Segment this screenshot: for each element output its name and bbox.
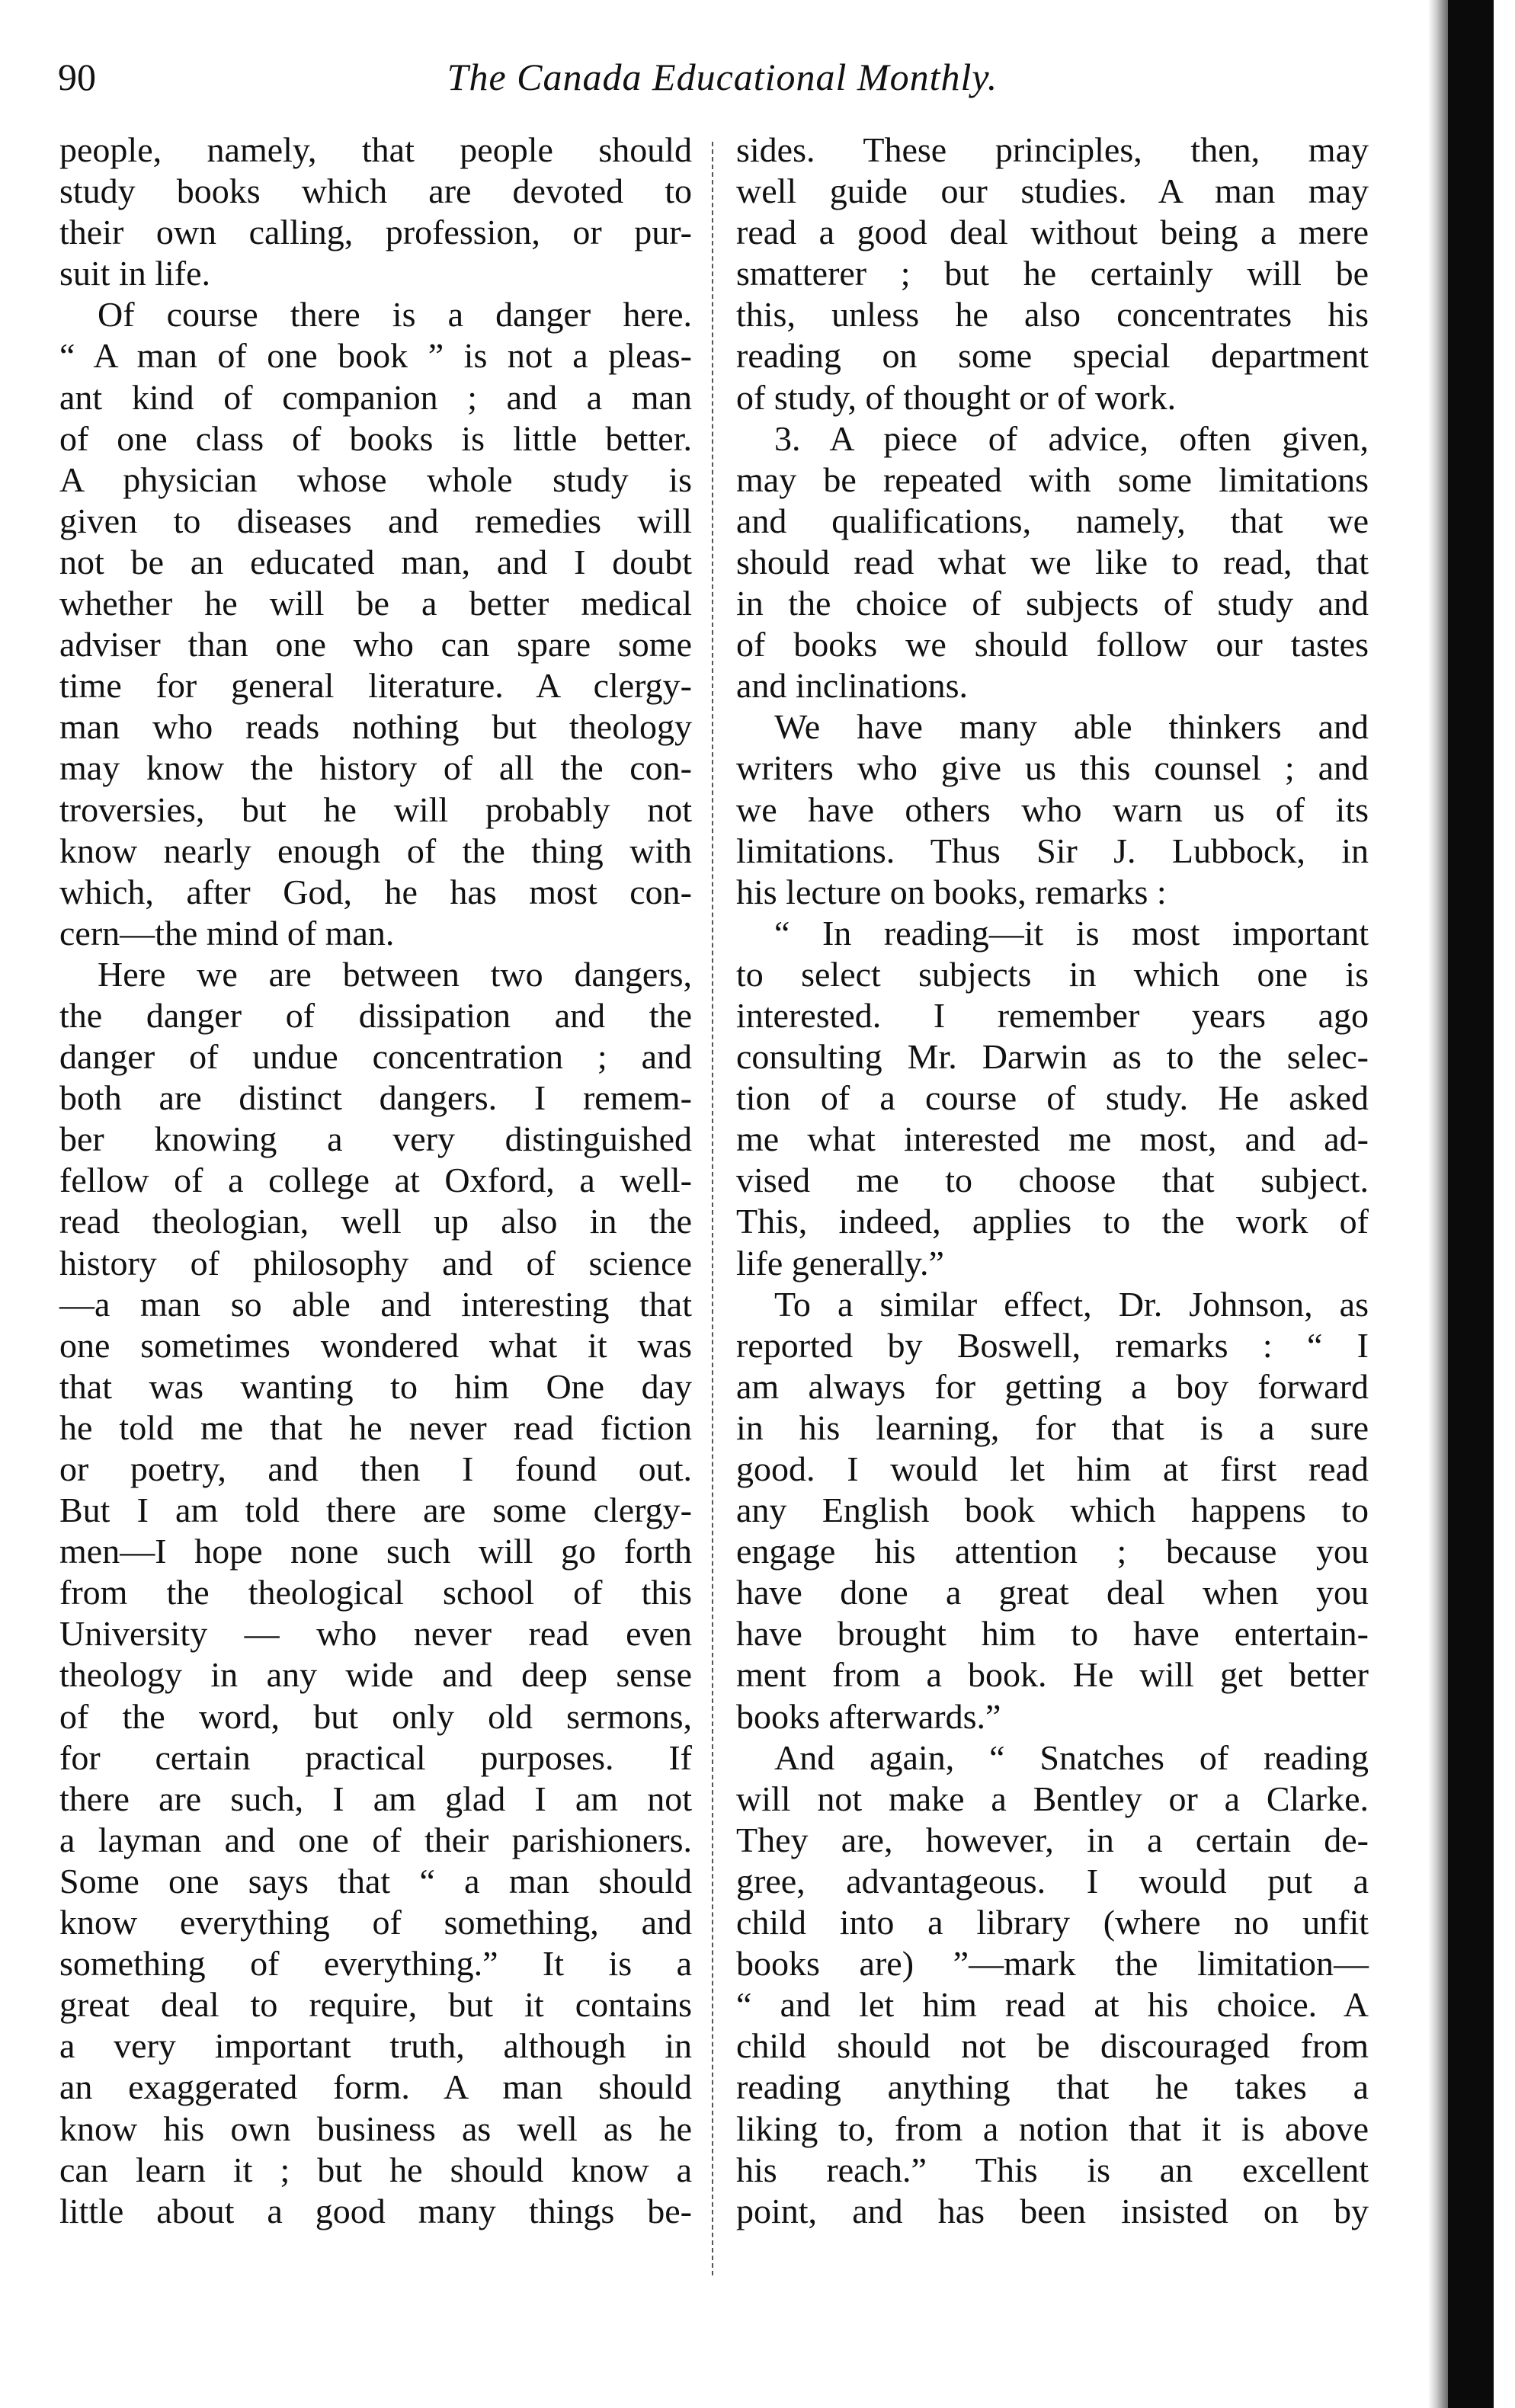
- column-divider: [712, 142, 713, 2275]
- text-line: one sometimes wondered what it was: [59, 1325, 692, 1365]
- text-line: “ In reading—it is most important: [774, 913, 1369, 953]
- text-line: his lecture on books, remarks :: [736, 872, 1167, 911]
- text-line: may be repeated with some limitations: [736, 460, 1369, 499]
- text-line: of one class of books is little better.: [59, 418, 692, 458]
- text-line: from the theological school of this: [59, 1573, 692, 1612]
- text-line: know nearly enough of the thing with: [59, 831, 692, 870]
- text-line: have brought him to have entertain-: [736, 1614, 1369, 1654]
- text-line: me what interested me most, and ad-: [736, 1119, 1369, 1159]
- text-line: University — who never read even: [59, 1614, 692, 1654]
- text-line: time for general literature. A clergy-: [59, 666, 692, 706]
- text-line: know everything of something, and: [59, 1903, 692, 1942]
- text-line: know his own business as well as he: [59, 2109, 692, 2148]
- text-line: Here we are between two dangers,: [98, 954, 692, 994]
- text-line: cern—the mind of man.: [59, 913, 395, 953]
- text-line: am always for getting a boy forward: [736, 1366, 1369, 1406]
- text-line: sides. These principles, then, may: [736, 130, 1369, 169]
- text-line: their own calling, profession, or pur-: [59, 213, 692, 252]
- text-line: child into a library (where no unfit: [736, 1903, 1369, 1942]
- text-line: of the word, but only old sermons,: [59, 1696, 692, 1736]
- text-line: child should not be discouraged from: [736, 2026, 1369, 2066]
- text-line: we have others who warn us of its: [736, 789, 1369, 829]
- text-line: writers who give us this counsel ; and: [736, 748, 1369, 788]
- text-line: vised me to choose that subject.: [736, 1161, 1369, 1200]
- left-column: [59, 130, 692, 2232]
- text-line: whether he will be a better medical: [59, 584, 692, 623]
- text-line: liking to, from a notion that it is above: [736, 2109, 1369, 2148]
- text-line: a layman and one of their parishioners.: [59, 1820, 692, 1859]
- text-line: and qualifications, namely, that we: [736, 501, 1369, 540]
- text-line: We have many able thinkers and: [774, 707, 1369, 747]
- text-line: study books which are devoted to: [59, 171, 692, 211]
- text-line: “ and let him read at his choice. A: [736, 1985, 1369, 2025]
- text-line: little about a good many things be-: [59, 2191, 692, 2230]
- text-line: the danger of dissipation and the: [59, 995, 692, 1035]
- text-line: adviser than one who can spare some: [59, 625, 692, 664]
- text-line: ment from a book. He will get better: [736, 1655, 1369, 1695]
- text-line: interested. I remember years ago: [736, 995, 1369, 1035]
- text-line: or poetry, and then I found out.: [59, 1449, 692, 1488]
- text-line: gree, advantageous. I would put a: [736, 1861, 1369, 1900]
- text-line: “ A man of one book ” is not a pleas-: [59, 336, 692, 376]
- page-number: 90: [58, 56, 96, 98]
- text-line: to select subjects in which one is: [736, 954, 1369, 994]
- text-line: history of philosophy and of science: [59, 1243, 692, 1282]
- text-line: reading anything that he takes a: [736, 2067, 1369, 2107]
- page-header: [52, 50, 1393, 104]
- text-line: that was wanting to him One day: [59, 1366, 692, 1406]
- text-line: in his learning, for that is a sure: [736, 1407, 1369, 1447]
- text-line: To a similar effect, Dr. Johnson, as: [774, 1284, 1369, 1324]
- text-line: people, namely, that people should: [59, 130, 692, 169]
- text-line: ant kind of companion ; and a man: [59, 377, 692, 417]
- text-line: his reach.” This is an excellent: [736, 2150, 1369, 2189]
- text-line: Of course there is a danger here.: [98, 295, 692, 335]
- text-line: read theologian, well up also in the: [59, 1202, 692, 1241]
- text-line: should read what we like to read, that: [736, 542, 1369, 581]
- text-line: tion of a course of study. He asked: [736, 1078, 1369, 1118]
- text-line: read a good deal without being a mere: [736, 213, 1369, 252]
- text-line: A physician whose whole study is: [59, 460, 692, 499]
- text-line: great deal to require, but it contains: [59, 1985, 692, 2025]
- text-line: life generally.”: [736, 1243, 944, 1282]
- text-line: well guide our studies. A man may: [736, 171, 1369, 211]
- text-line: They are, however, in a certain de-: [736, 1820, 1369, 1859]
- text-line: both are distinct dangers. I remem-: [59, 1078, 692, 1118]
- text-line: consulting Mr. Darwin as to the selec-: [736, 1037, 1369, 1077]
- text-line: a very important truth, although in: [59, 2026, 692, 2066]
- text-line: given to diseases and remedies will: [59, 501, 692, 540]
- text-line: he told me that he never read fiction: [59, 1407, 692, 1447]
- text-line: good. I would let him at first read: [736, 1449, 1369, 1488]
- text-line: of study, of thought or of work.: [736, 377, 1177, 417]
- text-line: can learn it ; but he should know a: [59, 2150, 692, 2189]
- text-line: point, and has been insisted on by: [736, 2191, 1369, 2230]
- text-line: smatterer ; but he certainly will be: [736, 254, 1369, 293]
- text-line: But I am told there are some clergy-: [59, 1491, 692, 1530]
- running-title: The Canada Educational Monthly.: [447, 56, 998, 98]
- text-line: reported by Boswell, remarks : “ I: [736, 1325, 1369, 1365]
- text-line: danger of undue concentration ; and: [59, 1037, 692, 1077]
- text-line: and inclinations.: [736, 666, 969, 706]
- right-column: [736, 130, 1369, 2232]
- text-line: for certain practical purposes. If: [59, 1737, 692, 1777]
- text-line: any English book which happens to: [736, 1491, 1369, 1530]
- text-line: And again, “ Snatches of reading: [774, 1737, 1369, 1777]
- text-line: 3. A piece of advice, often given,: [774, 418, 1369, 458]
- text-line: theology in any wide and deep sense: [59, 1655, 692, 1695]
- text-line: Some one says that “ a man should: [59, 1861, 692, 1900]
- text-line: man who reads nothing but theology: [59, 707, 692, 747]
- text-line: this, unless he also concentrates his: [736, 295, 1369, 335]
- text-line: ber knowing a very distinguished: [59, 1119, 692, 1159]
- text-line: may know the history of all the con-: [59, 748, 692, 788]
- text-line: troversies, but he will probably not: [59, 789, 692, 829]
- text-line: have done a great deal when you: [736, 1573, 1369, 1612]
- text-line: fellow of a college at Oxford, a well-: [59, 1161, 692, 1200]
- text-line: there are such, I am glad I am not: [59, 1779, 692, 1818]
- text-line: not be an educated man, and I doubt: [59, 542, 692, 581]
- text-line: reading on some special department: [736, 336, 1369, 376]
- text-line: something of everything.” It is a: [59, 1944, 692, 1984]
- text-line: in the choice of subjects of study and: [736, 584, 1369, 623]
- text-line: men—I hope none such will go forth: [59, 1532, 692, 1571]
- text-line: which, after God, he has most con-: [59, 872, 692, 911]
- text-line: books afterwards.”: [736, 1696, 1001, 1736]
- text-line: will not make a Bentley or a Clarke.: [736, 1779, 1369, 1818]
- text-line: books are) ”—mark the limitation—: [736, 1944, 1369, 1984]
- text-line: an exaggerated form. A man should: [59, 2067, 692, 2107]
- text-line: suit in life.: [59, 254, 211, 293]
- text-line: This, indeed, applies to the work of: [736, 1202, 1369, 1241]
- text-line: —a man so able and interesting that: [59, 1284, 692, 1324]
- text-line: limitations. Thus Sir J. Lubbock, in: [736, 831, 1369, 870]
- text-line: engage his attention ; because you: [736, 1532, 1369, 1571]
- text-line: of books we should follow our tastes: [736, 625, 1369, 664]
- scan-edge-shadow: [1448, 0, 1494, 2408]
